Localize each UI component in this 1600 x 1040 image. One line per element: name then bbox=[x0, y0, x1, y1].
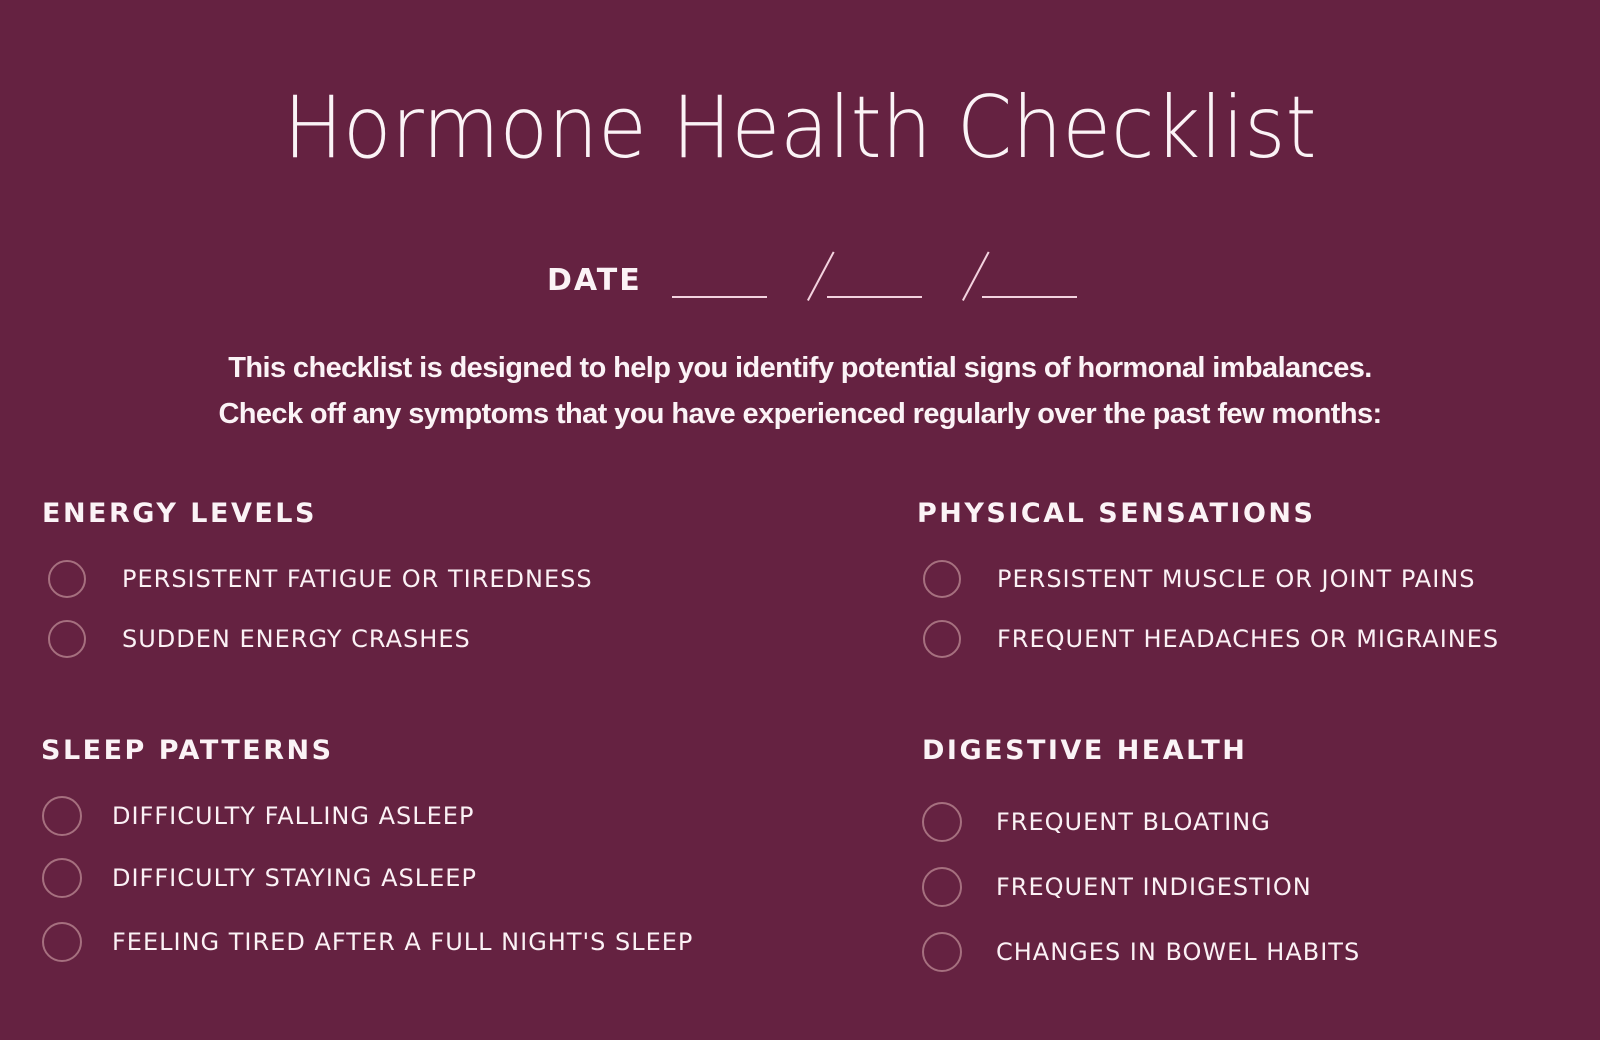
checkbox-circle[interactable] bbox=[922, 932, 962, 972]
checkbox-circle[interactable] bbox=[48, 560, 86, 598]
checklist-item[interactable] bbox=[923, 560, 1475, 598]
checklist-item-label: FREQUENT INDIGESTION bbox=[996, 873, 1312, 901]
checkbox-circle[interactable] bbox=[42, 922, 82, 962]
checklist-item[interactable] bbox=[922, 802, 1271, 842]
checkbox-circle[interactable] bbox=[48, 620, 86, 658]
checklist-item-label: DIFFICULTY STAYING ASLEEP bbox=[112, 864, 477, 892]
section-title: SLEEP PATTERNS bbox=[41, 735, 334, 766]
checklist-item-label: CHANGES IN BOWEL HABITS bbox=[996, 938, 1361, 966]
section-title: PHYSICAL SENSATIONS bbox=[917, 498, 1316, 529]
date-separator-slash bbox=[948, 248, 978, 300]
checkbox-circle[interactable] bbox=[923, 560, 961, 598]
date-field-row bbox=[547, 240, 1077, 300]
section-digestive-health bbox=[922, 737, 1582, 997]
checkbox-circle[interactable] bbox=[922, 802, 962, 842]
checklist-item[interactable] bbox=[48, 560, 593, 598]
date-day-blank[interactable] bbox=[827, 294, 922, 298]
checklist-item[interactable] bbox=[922, 867, 1312, 907]
intro-line-1: This checklist is designed to help you identify potential signs of hormonal imbalances. bbox=[228, 352, 1372, 384]
section-sleep-patterns bbox=[41, 737, 801, 997]
checklist-item[interactable] bbox=[922, 932, 1360, 972]
section-title: DIGESTIVE HEALTH bbox=[922, 735, 1248, 766]
date-separator-slash bbox=[793, 248, 823, 300]
checkbox-circle[interactable] bbox=[922, 867, 962, 907]
intro-line-2: Check off any symptoms that you have experienced regularly over the past few months: bbox=[218, 398, 1382, 430]
checklist-item[interactable] bbox=[42, 922, 693, 962]
date-month-blank[interactable] bbox=[672, 294, 767, 298]
checklist-item-label: SUDDEN ENERGY CRASHES bbox=[122, 625, 471, 653]
intro-text bbox=[0, 345, 1600, 437]
checklist-item-label: FREQUENT BLOATING bbox=[996, 808, 1271, 836]
section-energy-levels bbox=[42, 500, 802, 680]
date-year-blank[interactable] bbox=[982, 294, 1077, 298]
page-title: Hormone Health Checklist bbox=[283, 78, 1317, 178]
checklist-item[interactable] bbox=[923, 620, 1499, 658]
checkbox-circle[interactable] bbox=[923, 620, 961, 658]
checklist-item-label: PERSISTENT MUSCLE OR JOINT PAINS bbox=[997, 565, 1476, 593]
checklist-item[interactable] bbox=[42, 858, 477, 898]
section-title: ENERGY LEVELS bbox=[42, 498, 317, 529]
section-physical-sensations bbox=[917, 500, 1597, 680]
date-label: DATE bbox=[547, 263, 642, 298]
checkbox-circle[interactable] bbox=[42, 858, 82, 898]
checklist-item[interactable] bbox=[48, 620, 471, 658]
checkbox-circle[interactable] bbox=[42, 796, 82, 836]
checklist-item-label: PERSISTENT FATIGUE OR TIREDNESS bbox=[122, 565, 593, 593]
checklist-item-label: FEELING TIRED AFTER A FULL NIGHT'S SLEEP bbox=[112, 928, 694, 956]
checklist-item-label: FREQUENT HEADACHES OR MIGRAINES bbox=[997, 625, 1500, 653]
checklist-item[interactable] bbox=[42, 796, 474, 836]
checklist-item-label: DIFFICULTY FALLING ASLEEP bbox=[112, 802, 475, 830]
